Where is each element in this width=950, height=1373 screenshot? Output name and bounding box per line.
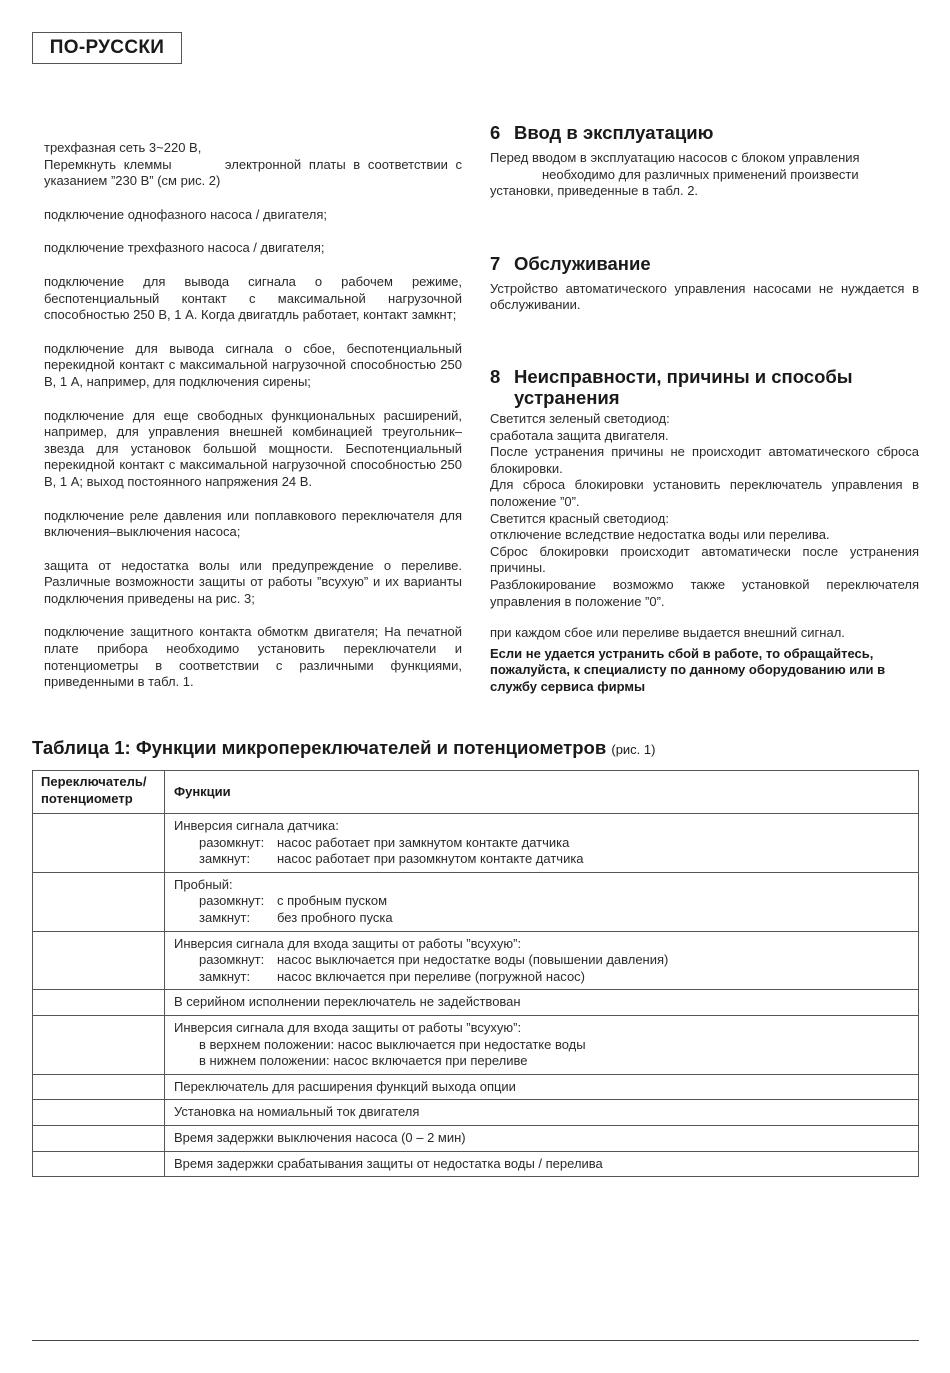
table-header-row <box>33 771 919 814</box>
option-label: в верхнем положении: <box>199 1036 335 1052</box>
option-label: в нижнем положении: <box>199 1053 330 1069</box>
function-title: Время задержки выключения насоса (0 – 2 мин) <box>174 1129 466 1145</box>
function-title: Инверсия сигнала датчика: <box>174 818 339 833</box>
paragraph-dry-run: защита от недостатка волы или предупреждение о переливе. Различные возможности защиты от работы ”всухую” и их варианты подключения приведены на рис. 3; <box>44 557 462 606</box>
switch-cell <box>33 1151 165 1177</box>
section-6-line: установки, приведенные в табл. 2. <box>490 183 699 199</box>
header-switch <box>33 771 165 814</box>
section-7-heading <box>490 253 919 274</box>
function-option <box>174 893 910 910</box>
switch-cell <box>33 1015 165 1074</box>
language-label: ПО-РУССКИ <box>32 32 182 64</box>
right-column <box>490 122 919 695</box>
paragraph-single-phase: подключение однофазного насоса / двигателя; <box>44 206 327 222</box>
switch-cell <box>33 931 165 990</box>
section-title: Обслуживание <box>514 252 651 274</box>
function-cell <box>165 1100 919 1126</box>
paragraph-operation-signal: подключение для вывода сигнала о рабочем режиме, беспотенциальный контакт с максимальной нагрузочной способностью 250 В, 1 А. Когда двигатдль работает, контакт замкнт; <box>44 273 462 323</box>
option-text: насос выключается при недостатке воды <box>337 1036 586 1052</box>
function-cell <box>165 1074 919 1100</box>
switch-cell <box>33 872 165 931</box>
function-title: Время задержки срабатывания защиты от недостатка воды / перелива <box>174 1155 603 1171</box>
option-text: насос работает при замкнутом контакте датчика <box>277 834 570 850</box>
function-cell <box>165 990 919 1016</box>
signal-note: при каждом сбое или переливе выдается внешний сигнал. <box>490 625 845 641</box>
table-caption-title: Таблица 1: Функции микропереключателей и потенциометров <box>32 737 607 758</box>
function-cell <box>165 931 919 990</box>
switch-cell <box>33 814 165 873</box>
troubleshoot-line: Для сброса блокировки установить переключатель управления в положение ”0”. <box>490 477 919 509</box>
section-6-heading <box>490 122 919 143</box>
function-option <box>174 835 910 852</box>
paragraph-pressure-switch: подключение реле давления или поплавкового переключателя для включения–выключения насоса; <box>44 507 462 540</box>
table-caption-ref: (рис. 1) <box>611 742 656 757</box>
troubleshoot-line: отключение вследствие недостатка воды или перелива. <box>490 527 830 543</box>
table-caption <box>32 737 655 759</box>
function-option <box>174 969 910 986</box>
paragraph-extensions: подключение для еще свободных функциональных расширений, например, для управления внешней комбинацией треугольник–звезда для установок большой мощности. Беспотенциальный перекидной контакт с максимальной нагрузочной способностью 250 В, 1 А; выход постоянного напряжения 24 В. <box>44 407 462 489</box>
left-column <box>44 140 466 708</box>
troubleshoot-line: Светится зеленый светодиод: <box>490 410 670 426</box>
switch-cell <box>33 1125 165 1151</box>
troubleshoot-line: Разблокирование возможмо также установкой переключателя управления в положение ”0”. <box>490 576 919 609</box>
table-row <box>33 814 919 873</box>
paragraph-three-phase: подключение трехфазного насоса / двигателя; <box>44 240 325 256</box>
function-cell <box>165 1125 919 1151</box>
option-label: замкнут: <box>199 968 251 984</box>
paragraph-fault-signal: подключение для вывода сигнала о сбое, беспотенциальный перекидной контакт с максимальной нагрузочной способностью 250 В, 1 А, например, для подключения сирены; <box>44 340 462 389</box>
section-title: Неисправности, причины и способы устранения <box>514 365 853 408</box>
function-title: Пробный: <box>174 876 233 892</box>
function-cell <box>165 1015 919 1074</box>
option-text: насос включается при переливе <box>333 1053 528 1069</box>
option-label: разомкнут: <box>199 952 265 968</box>
troubleshoot-line: После устранения причины не происходит автоматического сброса блокировки. <box>490 444 919 476</box>
section-7-text: Устройство автоматического управления насосами не нуждается в обслуживании. <box>490 280 919 313</box>
service-note: Если не удается устранить сбой в работе, то обращайтесь, пожалуйста, к специалисту по данному оборудованию или в службу сервиса фирмы <box>490 645 886 694</box>
table-row <box>33 1015 919 1074</box>
table-row <box>33 1074 919 1100</box>
function-cell <box>165 872 919 931</box>
option-label: замкнут: <box>199 909 251 925</box>
option-text: насос выключается при недостатке воды (повышении давления) <box>277 952 669 968</box>
header-switch-line: Переключатель/ <box>41 774 147 789</box>
switch-cell <box>33 1100 165 1126</box>
troubleshoot-line: Светится красный светодиод: <box>490 510 669 526</box>
function-title: В серийном исполнении переключатель не задействован <box>174 994 521 1010</box>
section-8-body <box>490 411 919 696</box>
troubleshoot-line: Сброс блокировки происходит автоматически после устранения причины. <box>490 543 919 576</box>
table-row <box>33 1125 919 1151</box>
function-option <box>174 851 910 868</box>
header-functions: Функции <box>165 771 919 814</box>
option-text: насос включается при переливе (погружной насос) <box>277 968 586 984</box>
section-8-heading <box>490 366 919 408</box>
footer-divider <box>32 1340 919 1341</box>
function-option <box>174 952 910 969</box>
jumper-instruction: Перемкнуть клеммы электронной платы в соответствии с указанием ”230 В” (см рис. 2) <box>44 156 466 189</box>
table-row <box>33 990 919 1016</box>
section-6-body <box>490 150 919 200</box>
section-7-body <box>490 281 919 314</box>
paragraph-power-supply <box>44 140 466 190</box>
option-label: разомкнут: <box>199 834 265 850</box>
option-label: разомкнут: <box>199 893 265 909</box>
table-row <box>33 1100 919 1126</box>
function-title: Установка на номиальный ток двигателя <box>174 1104 420 1120</box>
power-supply-line: трехфазная сеть 3~220 В, <box>44 140 202 155</box>
option-text: насос работает при разомкнутом контакте датчика <box>277 851 584 867</box>
paragraph-winding-contact: подключение защитного контакта обмоткм двигателя; На печатной плате прибора необходимо установить переключатели и потенциометры в соответствии с различными функциями, приведенными в табл. 1. <box>44 624 462 690</box>
function-option <box>174 910 910 927</box>
section-number: 8 <box>490 365 501 387</box>
function-title: Инверсия сигнала для входа защиты от работы ”всухую”: <box>174 935 522 951</box>
option-label: замкнут: <box>199 851 251 867</box>
function-cell <box>165 1151 919 1177</box>
section-6-line: Перед вводом в эксплуатацию насосов с блоком управления <box>490 150 860 165</box>
function-title: Переключатель для расширения функций выхода опции <box>174 1078 516 1094</box>
function-option <box>174 1037 910 1054</box>
table-row <box>33 872 919 931</box>
function-cell <box>165 814 919 873</box>
troubleshoot-line: сработала защита двигателя. <box>490 427 669 443</box>
option-text: с пробным пуском <box>277 893 388 909</box>
section-number: 6 <box>490 122 501 143</box>
header-switch-line: потенциометр <box>41 790 133 806</box>
function-title: Инверсия сигнала для входа защиты от работы ”всухую”: <box>174 1019 522 1035</box>
section-title: Ввод в эксплуатацию <box>514 122 714 143</box>
functions-table <box>32 770 919 1177</box>
section-number: 7 <box>490 252 501 274</box>
section-6-line: необходимо для различных применений произвести <box>542 166 859 182</box>
option-text: без пробного пуска <box>277 909 393 925</box>
function-option <box>174 1053 910 1070</box>
switch-cell <box>33 990 165 1016</box>
switch-cell <box>33 1074 165 1100</box>
table-row <box>33 931 919 990</box>
table-row <box>33 1151 919 1177</box>
